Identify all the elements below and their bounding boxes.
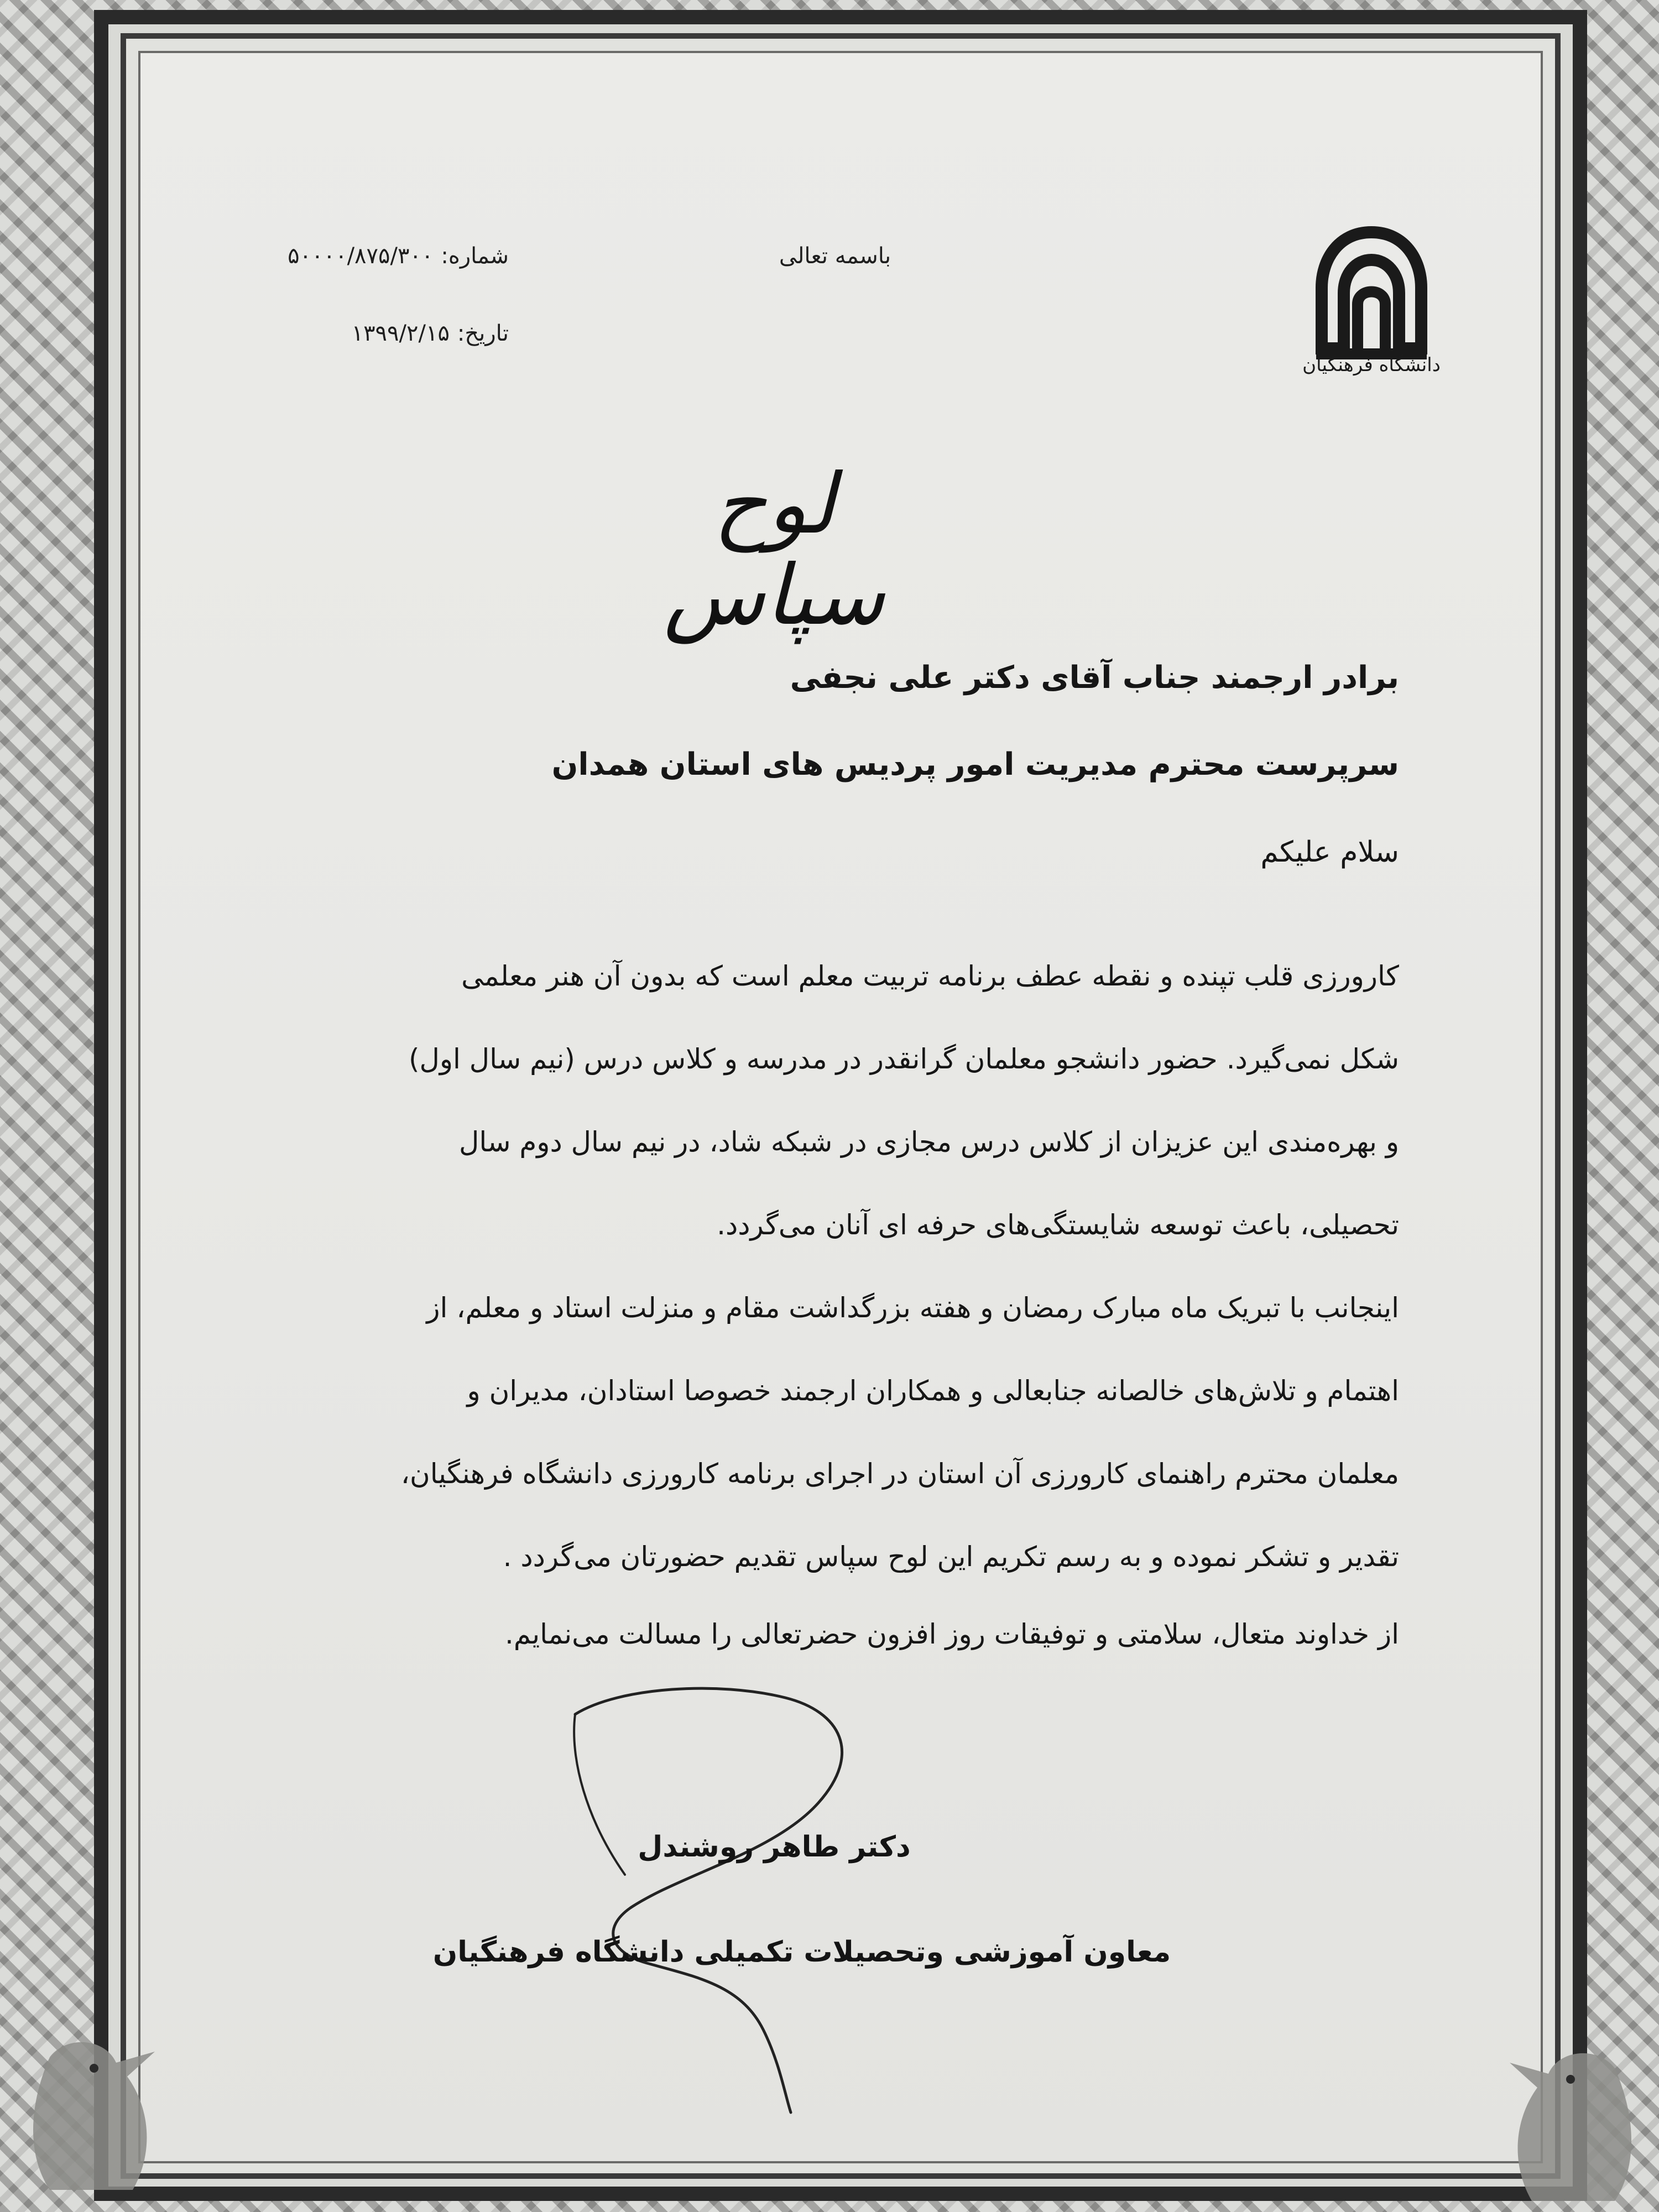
paragraph-line: کارورزی قلب تپنده و نقطه عطف برنامه تربیت معلم است که بدون آن هنر معلمی	[461, 960, 1399, 992]
bird-ornament-icon	[1471, 2024, 1648, 2206]
paragraph-line: تحصیلی، باعث توسعه شایستگی‌های حرفه ای آنان می‌گردد.	[717, 1209, 1399, 1241]
paragraph-line: و بهره‌مندی این عزیزان از کلاس درس مجازی در شبکه شاد، در نیم سال دوم سال	[459, 1126, 1399, 1158]
paragraph-line: معلمان محترم راهنمای کارورزی آن استان در اجرای برنامه کارورزی دانشگاه فرهنگیان،	[400, 1458, 1399, 1490]
paragraph-line: اهتمام و تلاش‌های خالصانه جنابعالی و همکاران ارجمند خصوصا استادان، مدیران و	[467, 1375, 1399, 1407]
certificate-title: لوح سپاس	[664, 456, 885, 644]
paragraph-line: اینجانب با تبریک ماه مبارک رمضان و هفته بزرگداشت مقام و منزلت استاد و معلم، از	[426, 1292, 1399, 1324]
paragraph-line: تقدیر و تشکر نموده و به رسم تکریم این لوح سپاس تقدیم حضورتان می‌گردد .	[503, 1541, 1399, 1573]
paragraph-line: از خداوند متعال، سلامتی و توفیقات روز افزون حضرتعالی را مسالت می‌نمایم.	[505, 1618, 1399, 1650]
basmala: باسمه تعالی	[779, 243, 891, 269]
number-value: ۵۰۰۰۰/۸۷۵/۳۰۰	[288, 243, 434, 269]
date-value: ۱۳۹۹/۲/۱۵	[351, 321, 450, 346]
number-label: شماره:	[441, 243, 509, 269]
paragraph-line: شکل نمی‌گیرد. حضور دانشجو معلمان گرانقدر در مدرسه و کلاس درس (نیم سال اول)	[408, 1043, 1399, 1075]
signer-title: معاون آموزشی وتحصیلات تکمیلی دانشگاه فرهنگیان	[432, 1936, 1171, 1969]
handwritten-signature	[553, 1676, 951, 2118]
bird-ornament-icon	[17, 2013, 194, 2201]
date-label: تاریخ:	[457, 321, 509, 346]
logo-caption: دانشگاه فرهنگیان	[1302, 354, 1441, 376]
signer-name: دکتر طاهر روشندل	[638, 1830, 911, 1864]
letter-date	[199, 321, 509, 346]
addressee-name: برادر ارجمند جناب آقای دکتر علی نجفی	[790, 660, 1399, 696]
greeting: سلام علیکم	[1260, 836, 1399, 869]
addressee-position: سرپرست محترم مدیریت امور پردیس های استان همدان	[551, 747, 1399, 782]
letter-number	[199, 243, 509, 269]
